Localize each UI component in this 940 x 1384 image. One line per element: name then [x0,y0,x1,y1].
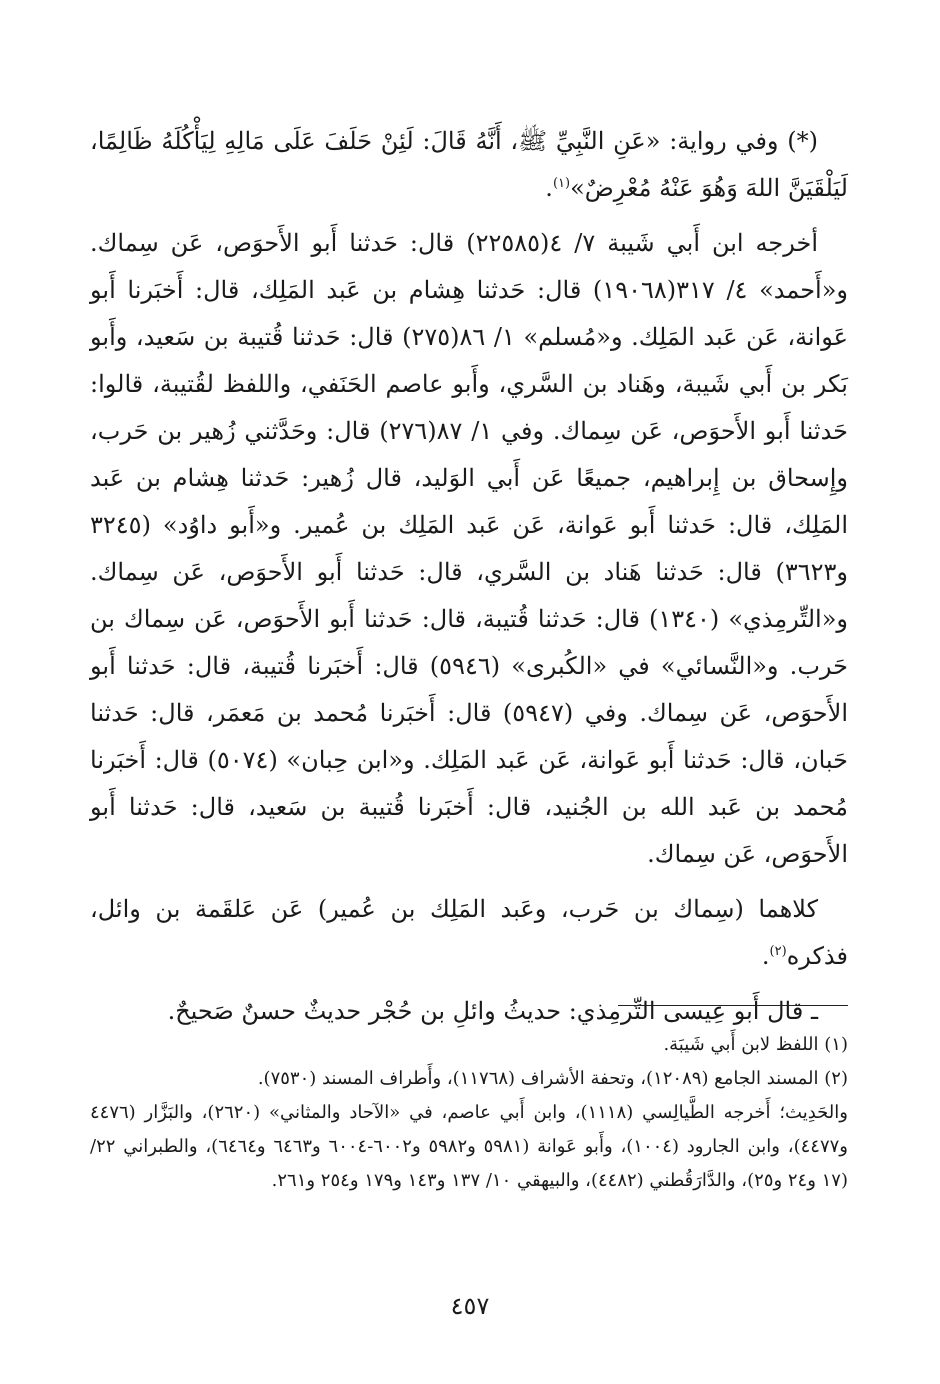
page-number: ٤٥٧ [450,1292,490,1320]
footnote-2: (٢) المسند الجامع (١٢٠٨٩)، وتحفة الأشراف (١١٧٦٨)، وأَطراف المسند (٧٥٣٠). [257,1068,848,1089]
footnote-ref-2[interactable]: (٢) [769,944,787,959]
chain-end: . [761,942,770,970]
narration-text: (*) وفي رواية: «عَنِ النَّبِيِّ ﷺ، أَنَّهُ قَالَ: لَئِنْ حَلَفَ عَلَى مَالِهِ لِيَأْكُلَهُ ظَالِمًا، لَيَلْقَيَنَّ اللهَ وَهُوَ عَنْهُ مُعْرِضٌ» [90,127,848,202]
takhrij-paragraph: أخرجه ابن أَبي شَيبة ٧/ ٤(٢٢٥٨٥) قال: حَدثنا أَبو الأَحوَص، عَن سِماك. و«أَحمد» ٤/ ٣١٧(١٩٠٦٨) قال: حَدثنا هِشام بن عَبد المَلِك، قال: أَخبَرنا أَبو عَوانة، عَن عَبد المَلِك. و«مُسلم» ١/ ٨٦(٢٧٥) قال: حَدثنا قُتيبة بن سَعيد، وأَبو بَكر بن أَبي شَيبة، وهَناد بن السَّري، وأَبو عاصم الحَنَفي، واللفظ لقُتيبة، قالوا: حَدثنا أَبو الأَحوَص، عَن سِماك. وفي ١/ ٨٧(٢٧٦) قال: وحَدَّثني زُهير بن حَرب، وإِسحاق بن إِبراهيم، جميعًا عَن أَبي الوَليد، قال زُهير: حَدثنا هِشام بن عَبد المَلِك، قال: حَدثنا أَبو عَوانة، عَن عَبد المَلِك بن عُمير. و«أَبو داوُد» (٣٢٤٥ و٣٦٢٣) قال: حَدثنا هَناد بن السَّري، قال: حَدثنا أَبو الأَحوَص، عَن سِماك. و«التِّرمِذي» (١٣٤٠) قال: حَدثنا قُتيبة، قال: حَدثنا أَبو الأَحوَص، عَن سِماك بن حَرب. و«النَّسائي» في «الكُبرى» (٥٩٤٦) قال: أَخبَرنا قُتيبة، قال: حَدثنا أَبو الأَحوَص، عَن سِماك. وفي (٥٩٤٧) قال: أَخبَرنا مُحمد بن مَعمَر، قال: حَدثنا حَبان، قال: حَدثنا أَبو عَوانة، عَن عَبد المَلِك. و«ابن حِبان» (٥٠٧٤) قال: أَخبَرنا مُحمد بن عَبد الله بن الجُنيد، قال: أَخبَرنا قُتيبة بن سَعيد، قال: حَدثنا أَبو الأَحوَص، عَن سِماك. [90,229,849,868]
footnote-2-continued: والحَدِيث؛ أَخرجه الطَّيالِسي (١١١٨)، وابن أَبي عاصم، في «الآحاد والمثاني» (٢٦٢٠)، والبَزَّار (٤٤٧٦ و٤٤٧٧)، وابن الجارود (١٠٠٤)، وأَبو عَوانة (٥٩٨١ و٥٩٨٢ و٦٠٠٢-٦٠٠٤ و٦٤٦٣ و٦٤٦٤)، والطبراني ٢٢/ (١٧ و٢٤ و٢٥)، والدَّارَقُطني (٤٤٨٢)، والبيهقي ١٠/ ١٣٧ و١٤٣ و١٧٩ و٢٥٤ و٢٦١. [90,1102,848,1191]
footnote-1: (١) اللفظ لابن أَبي شَيبَة. [663,1034,848,1055]
narration-end: . [545,174,553,202]
tirmidhi-verdict: ـ قال أَبو عِيسى التِّرمِذي: حديثُ وائلِ بن حُجْر حديثٌ حسنٌ صَحيحٌ. [167,997,818,1025]
narration-paragraph [90,118,848,212]
chain-text: كلاهما (سِماك بن حَرب، وعَبد المَلِك بن عُمير) عَن عَلقَمة بن وائل، فذكره [90,895,848,970]
footnotes [90,1028,848,1198]
chain-paragraph [90,886,848,980]
main-text [90,118,848,1035]
footnote-divider [618,1005,848,1006]
footnote-ref-1[interactable]: (١) [552,176,571,191]
